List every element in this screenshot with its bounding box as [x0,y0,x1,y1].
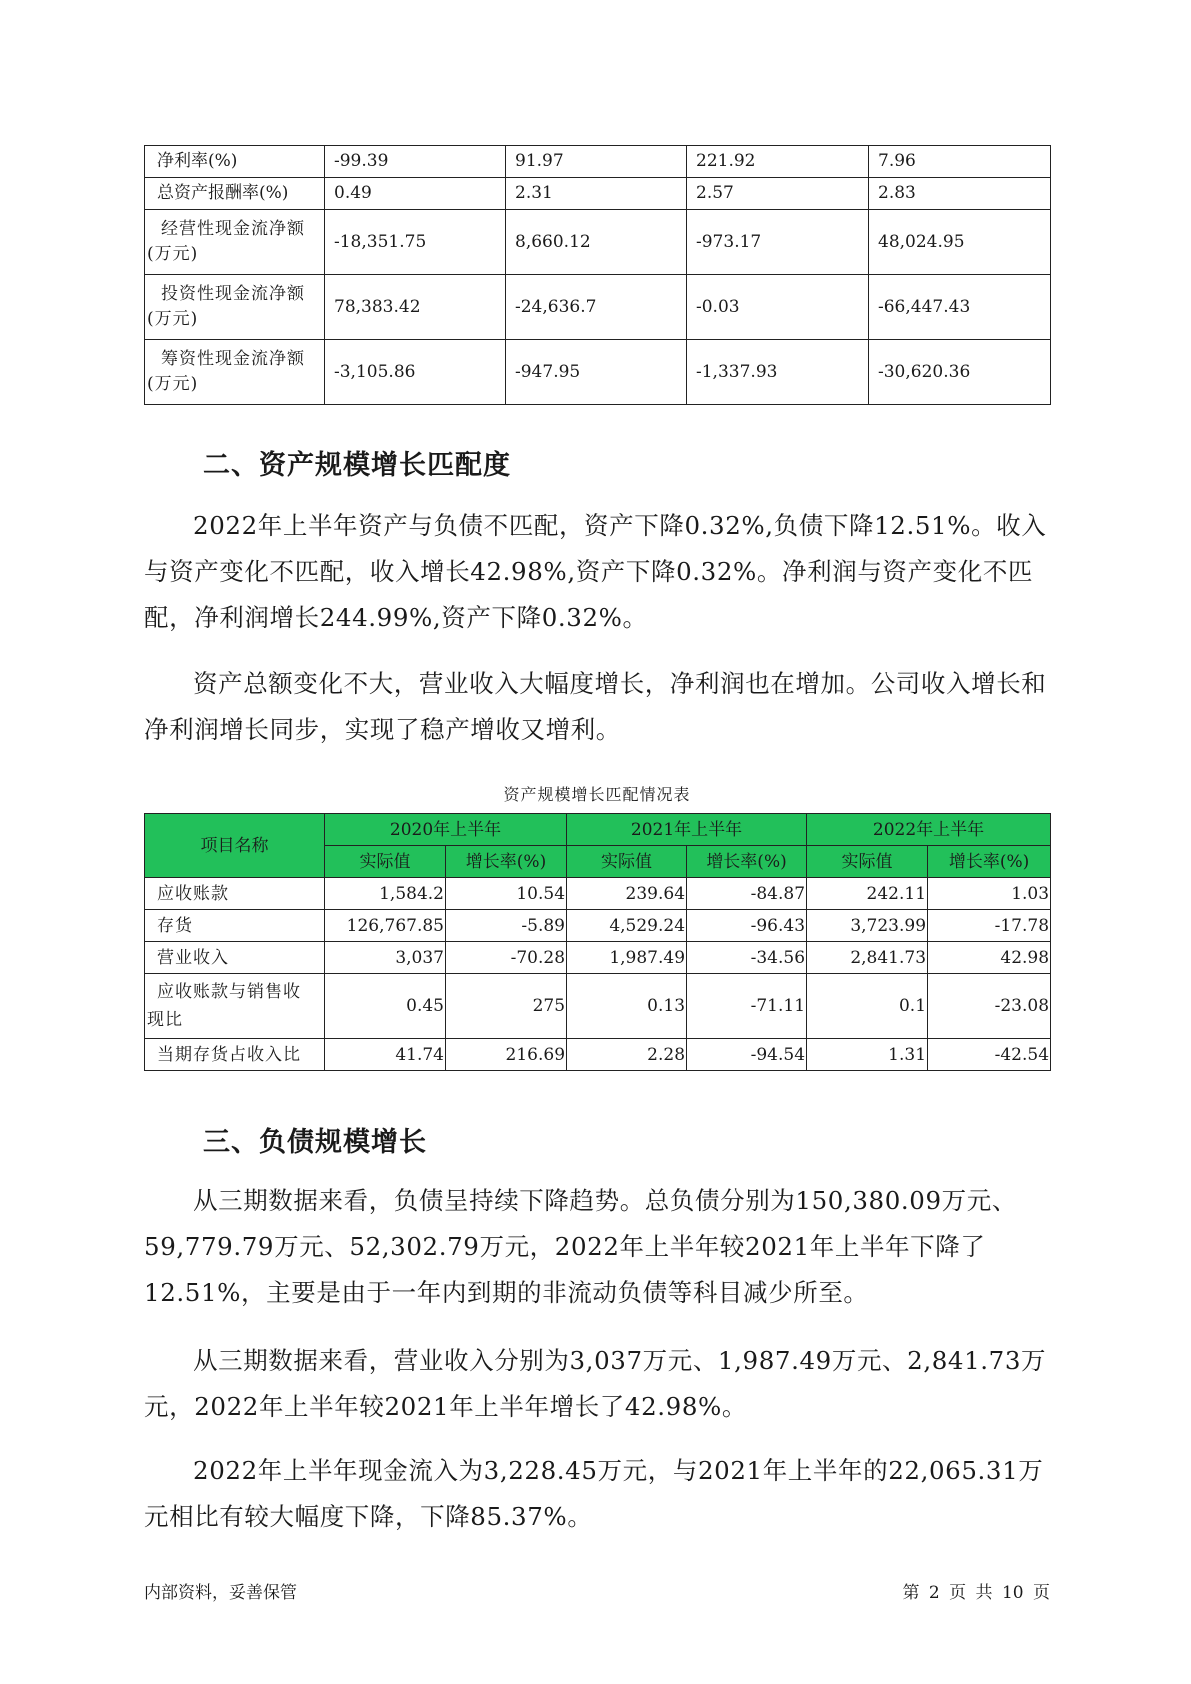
row-label [145,974,325,1039]
table-cell: 242.11 [807,878,928,910]
column-header-year: 2022年上半年 [807,814,1051,846]
table-cell: -94.54 [687,1039,807,1071]
table-cell: 1.31 [807,1039,928,1071]
table-cell: 3,723.99 [807,910,928,942]
column-header-item: 项目名称 [145,814,325,878]
row-label [145,340,325,405]
table-cell: -96.43 [687,910,807,942]
table-cell: 0.1 [807,974,928,1039]
table-row [145,910,1051,942]
column-header-growth: 增长率(%) [687,846,807,878]
table-cell: -0.03 [687,275,869,340]
financial-metrics-table [144,145,1051,405]
table-cell: -70.28 [446,942,567,974]
table-cell: 0.49 [325,178,506,210]
row-label: 当期存货占收入比 [145,1039,325,1071]
table-row [145,340,1051,405]
table-cell: 8,660.12 [506,210,687,275]
column-header-actual: 实际值 [807,846,928,878]
table-row [145,210,1051,275]
row-label-line1: 应收账款与销售收 [157,982,301,1002]
table-cell: -947.95 [506,340,687,405]
asset-growth-matching-table [144,813,1051,1071]
paragraph: 从三期数据来看，营业收入分别为3,037万元、1,987.49万元、2,841.73万元，2022年上半年较2021年上半年增长了42.98%。 [144,1346,1047,1421]
table-cell: 91.97 [506,146,687,178]
row-label-line2: 现比 [147,1010,183,1030]
section-heading-asset-growth: 二、资产规模增长匹配度 [203,450,511,481]
table-cell: -34.56 [687,942,807,974]
table-cell: 0.13 [567,974,687,1039]
table-cell: -973.17 [687,210,869,275]
row-label: 应收账款 [145,878,325,910]
paragraph: 2022年上半年现金流入为3,228.45万元，与2021年上半年的22,065.31万元相比有较大幅度下降，下降85.37%。 [144,1456,1044,1531]
table-cell: 7.96 [869,146,1051,178]
column-header-actual: 实际值 [567,846,687,878]
row-label: 存货 [145,910,325,942]
table-row [145,178,1051,210]
table-cell: 2.83 [869,178,1051,210]
paragraph: 从三期数据来看，负债呈持续下降趋势。总负债分别为150,380.09万元、59,779.79万元、52,302.79万元，2022年上半年较2021年上半年下降了12.51%，主要是由于一年内到期的非流动负债等科目减少所至。 [144,1186,1017,1307]
row-label-line1: 筹资性现金流净额 [161,349,305,369]
row-label: 总资产报酬率(%) [145,178,325,210]
table-cell: 126,767.85 [325,910,446,942]
table-cell: 2.31 [506,178,687,210]
table-cell: -18,351.75 [325,210,506,275]
table-cell: -23.08 [928,974,1051,1039]
table-cell: 78,383.42 [325,275,506,340]
table-row [145,878,1051,910]
table-cell: -71.11 [687,974,807,1039]
table-row [145,942,1051,974]
row-label-line2: (万元) [147,374,199,394]
table-caption: 资产规模增长匹配情况表 [503,785,691,804]
table-cell: -5.89 [446,910,567,942]
column-header-year: 2021年上半年 [567,814,807,846]
table-cell: -1,337.93 [687,340,869,405]
row-label-line2: (万元) [147,309,199,329]
table-cell: 221.92 [687,146,869,178]
row-label: 净利率(%) [145,146,325,178]
table-cell: -17.78 [928,910,1051,942]
table-cell: 2,841.73 [807,942,928,974]
column-header-year: 2020年上半年 [325,814,567,846]
table-cell: -42.54 [928,1039,1051,1071]
table-cell: 48,024.95 [869,210,1051,275]
row-label [145,275,325,340]
table-cell: -24,636.7 [506,275,687,340]
table-cell: -30,620.36 [869,340,1051,405]
column-header-growth: 增长率(%) [446,846,567,878]
table-cell: 2.57 [687,178,869,210]
header-row [145,814,1051,846]
table-cell: -66,447.43 [869,275,1051,340]
table-cell: 216.69 [446,1039,567,1071]
table-row [145,146,1051,178]
table-row [145,1039,1051,1071]
table-cell: 1,584.2 [325,878,446,910]
table-cell: 4,529.24 [567,910,687,942]
table-cell: 1,987.49 [567,942,687,974]
row-label-line1: 投资性现金流净额 [161,284,305,304]
table-cell: 0.45 [325,974,446,1039]
table-cell: 239.64 [567,878,687,910]
table-cell: 1.03 [928,878,1051,910]
table-cell: 275 [446,974,567,1039]
row-label [145,210,325,275]
section-heading-liability-growth: 三、负债规模增长 [203,1127,427,1158]
row-label: 营业收入 [145,942,325,974]
column-header-actual: 实际值 [325,846,446,878]
row-label-line1: 经营性现金流净额 [161,219,305,239]
row-label-line2: (万元) [147,244,199,264]
table-cell: -84.87 [687,878,807,910]
footer-confidential-note: 内部资料，妥善保管 [144,1583,297,1603]
table-cell: 3,037 [325,942,446,974]
table-cell: -3,105.86 [325,340,506,405]
table-cell: 2.28 [567,1039,687,1071]
table-row [145,974,1051,1039]
table-row [145,275,1051,340]
table-cell: 41.74 [325,1039,446,1071]
paragraph: 资产总额变化不大，营业收入大幅度增长，净利润也在增加。公司收入增长和净利润增长同步，实现了稳产增收又增利。 [144,669,1047,744]
table-cell: -99.39 [325,146,506,178]
column-header-growth: 增长率(%) [928,846,1051,878]
paragraph: 2022年上半年资产与负债不匹配，资产下降0.32%,负债下降12.51%。收入与资产变化不匹配，收入增长42.98%,资产下降0.32%。净利润与资产变化不匹配，净利润增长244.99%,资产下降0.32%。 [144,511,1047,632]
table-cell: 10.54 [446,878,567,910]
page-number: 第 2 页 共 10 页 [902,1583,1050,1603]
table-cell: 42.98 [928,942,1051,974]
